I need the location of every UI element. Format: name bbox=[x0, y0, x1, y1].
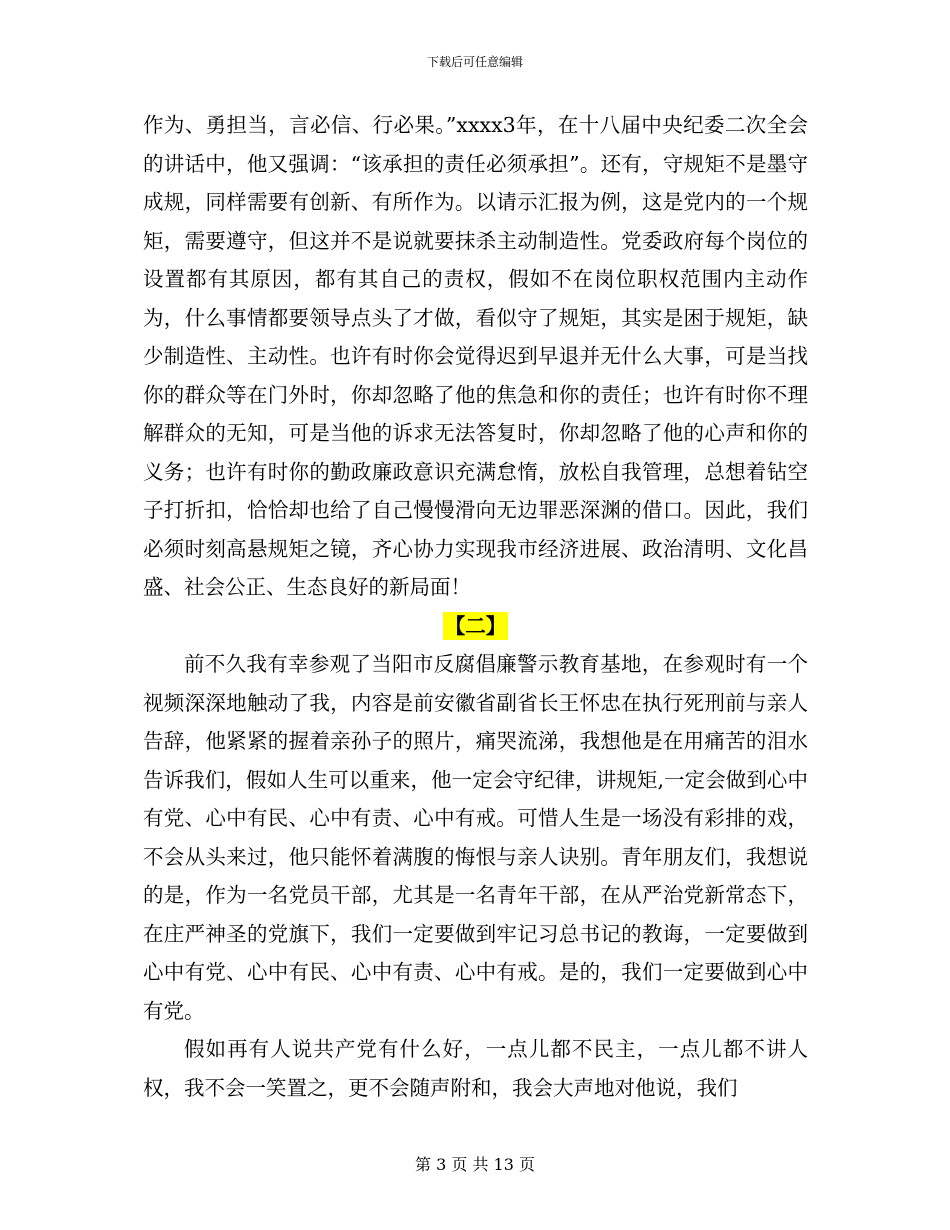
paragraph-3: 假如再有人说共产党有什么好，一点儿都不民主，一点儿都不讲人权，我不会一笑置之，更不会随声附和，我会大声地对他说，我们 bbox=[143, 1037, 808, 1100]
document-body bbox=[143, 106, 808, 1107]
paragraph-continued: 作为、勇担当，言必信、行必果。”xxxx3年，在十八届中央纪委二次全会的讲话中，他又强调：“该承担的责任必须承担”。还有，守规矩不是墨守成规，同样需要有创新、有所作为。以请示汇报为例，这是党内的一个规矩，需要遵守，但这并不是说就要抹杀主动制造性。党委政府每个岗位的设置都有其原因，都有其自己的责权，假如不在岗位职权范围内主动作为，什么事情都要领导点头了才做，看似守了规矩，其实是困于规矩，缺少制造性、主动性。也许有时你会觉得迟到早退并无什么大事，可是当找你的群众等在门外时，你却忽略了他的焦急和你的责任；也许有时你不理解群众的无知，可是当他的诉求无法答复时，你却忽略了他的心声和你的义务；也许有时你的勤政廉政意识充满怠惰，放松自我管理，总想着钻空子打折扣，恰恰却也给了自己慢慢滑向无边罪恶深渊的借口。因此，我们必须时刻高悬规矩之镜，齐心协力实现我市经济进展、政治清明、文化昌盛、社会公正、生态良好的新局面！ bbox=[143, 113, 808, 599]
section-heading bbox=[143, 607, 808, 646]
page-number-footer: 第 3 页 共 13 页 bbox=[415, 1155, 535, 1174]
page-header: 下载后可任意编辑 bbox=[426, 55, 523, 69]
section-heading-label: 【二】 bbox=[444, 613, 507, 638]
paragraph-2: 前不久我有幸参观了当阳市反腐倡廉警示教育基地，在参观时有一个视频深深地触动了我，内容是前安徽省副省长王怀忠在执行死刑前与亲人告辞，他紧紧的握着亲孙子的照片，痛哭流涕，我想他是在用痛苦的泪水告诉我们，假如人生可以重来，他一定会守纪律，讲规矩,一定会做到心中有党、心中有民、心中有责、心中有戒。可惜人生是一场没有彩排的戏，不会从头来过，他只能怀着满腹的悔恨与亲人诀别。青年朋友们，我想说的是，作为一名党员干部，尤其是一名青年干部，在从严治党新常态下，在庄严神圣的党旗下，我们一定要做到牢记习总书记的教诲，一定要做到心中有党、心中有民、心中有责、心中有戒。是的，我们一定要做到心中有党。 bbox=[143, 652, 808, 1023]
